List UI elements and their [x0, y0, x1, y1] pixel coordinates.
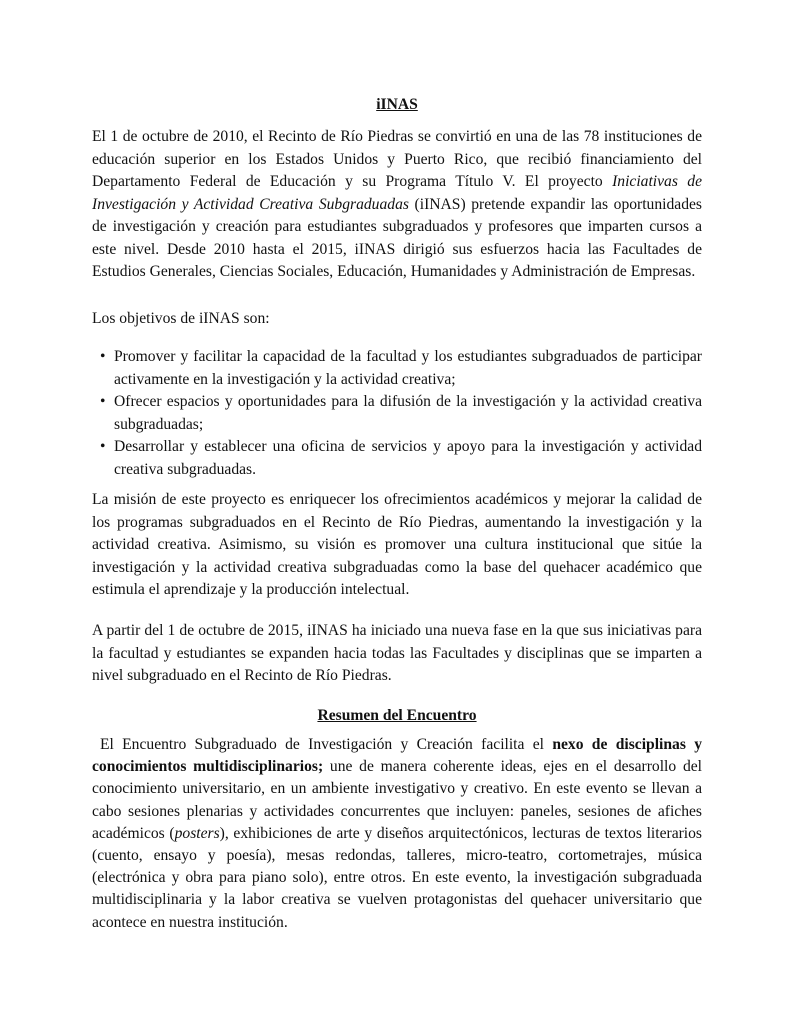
- new-phase-paragraph: A partir del 1 de octubre de 2015, iINAS ha iniciado una nueva fase en la que sus iniciativas para la facultad y estudiantes se expanden hacia todas las Facultades y disciplinas que se imparten a nivel subgraduado en el Recinto de Río Piedras.: [92, 622, 702, 684]
- objectives-list: [92, 346, 702, 481]
- summary-paragraph: [92, 734, 702, 934]
- mission-paragraph: La misión de este proyecto es enriquecer los ofrecimientos académicos y mejorar la calidad de los programas subgraduados en el Recinto de Río Piedras, aumentando la investigación y la actividad creativa. Asimismo, su visión es promover una cultura institucional que sitúe la investigación y la actividad creativa subgraduadas como la base del quehacer académico que estimula el aprendizaje y la producción intelectual.: [92, 491, 702, 598]
- objective-item: [92, 436, 702, 481]
- summary-italic-word: posters: [174, 824, 220, 842]
- objective-text: Desarrollar y establecer una oficina de servicios y apoyo para la investigación y actividad creativa subgraduadas.: [114, 438, 702, 478]
- intro-text-a: El 1 de octubre de 2010, el Recinto de Río Piedras se convirtió en una de las 78 instituciones de educación superior en los Estados Unidos y Puerto Rico, que recibió financiamiento del Departamento Federal de Educación y su Programa Título V. El proyecto: [92, 128, 702, 190]
- objectives-heading: Los objetivos de iINAS son:: [92, 310, 270, 327]
- objective-item: [92, 391, 702, 436]
- objective-text: Promover y facilitar la capacidad de la facultad y los estudiantes subgraduados de participar activamente en la investigación y la actividad creativa;: [114, 348, 702, 388]
- objective-text: Ofrecer espacios y oportunidades para la difusión de la investigación y la actividad creativa subgraduadas;: [114, 393, 702, 433]
- bullet-mark: •: [100, 348, 106, 365]
- bullet-mark: •: [100, 438, 106, 455]
- intro-project-name: Iniciativas de Investigación y Actividad Creativa Subgraduadas: [92, 173, 702, 213]
- intro-text-b: (iINAS) pretende expandir las oportunidades de investigación y creación para estudiantes subgraduados y profesores que imparten cursos a este nivel. Desde 2010 hasta el 2015, iINAS dirigió sus esfuerzos hacia las Facultades de Estudios Generales, Ciencias Sociales, Educación, Humanidades y Administración de Empresas.: [92, 195, 702, 280]
- summary-title: Resumen del Encuentro: [317, 707, 477, 724]
- bullet-mark: •: [100, 393, 106, 410]
- summary-text-b: une de manera coherente ideas, ejes en el desarrollo del conocimiento universitario, en un ambiente investigativo y creativo. En este evento se llevan a cabo sesiones plenarias y actividades concurrentes que incluyen: paneles, sesiones de afiches académicos (: [92, 758, 702, 842]
- objective-item: [92, 346, 702, 391]
- summary-text-c: ), exhibiciones de arte y diseños arquitectónicos, lecturas de textos literarios (cuento, ensayo y poesía), mesas redondas, talleres, micro-teatro, cortometrajes, música (electrónica y obra para piano solo), entre otros. En este evento, la investigación subgraduada multidisciplinaria y la labor creativa se vuelven protagonistas del quehacer universitario que acontece en nuestra institución.: [92, 824, 703, 931]
- summary-bold-phrase: nexo de disciplinas y conocimientos multidisciplinarios;: [92, 736, 703, 776]
- intro-paragraph: [92, 126, 702, 284]
- document-title: iINAS: [376, 96, 418, 113]
- summary-text-a: El Encuentro Subgraduado de Investigación y Creación facilita el: [100, 736, 553, 753]
